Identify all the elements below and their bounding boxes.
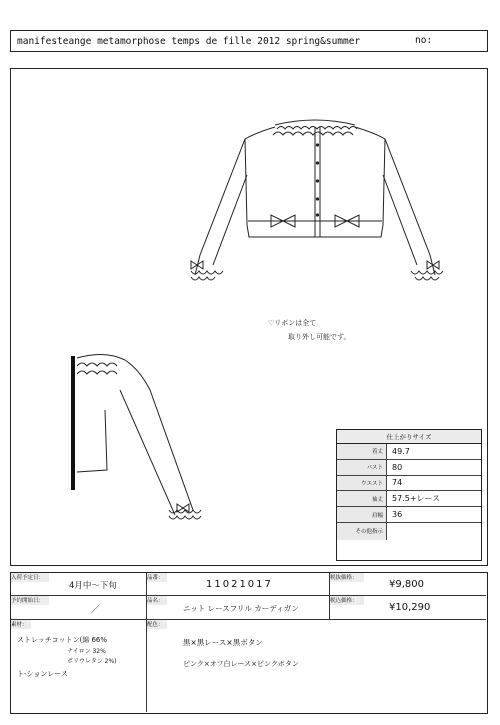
size-label: ウエスト <box>337 476 387 491</box>
color-line-2: ピンク×オフ白レース×ピンクボタン <box>183 660 299 668</box>
name-value: ニット レースフリル カーディガン <box>183 604 299 613</box>
collection-header <box>10 30 488 52</box>
reservation-value: ／ <box>91 605 101 615</box>
size-value: 57.5+レース <box>392 494 441 504</box>
item-no-label: 品番： <box>147 573 167 582</box>
ribbon-note-line1: ♡リボンは全て <box>268 319 317 327</box>
arrival-label: 入荷予定日： <box>11 573 49 582</box>
size-row <box>337 491 481 507</box>
material-label: 素材： <box>11 620 31 629</box>
tax-price-value: ¥10,290 <box>389 602 431 613</box>
size-row <box>337 523 481 540</box>
size-label: 肩幅 <box>337 507 387 522</box>
collection-title: manifesteange metamorphose temps de fille 2012 spring&summer <box>17 35 361 47</box>
size-label: 着丈 <box>337 444 387 459</box>
arrival-value: 4月中〜下旬 <box>69 581 117 591</box>
size-table-title: 仕上がりサイズ <box>337 430 481 444</box>
size-row <box>337 476 481 492</box>
size-row <box>337 507 481 523</box>
size-label: 袖丈 <box>337 491 387 506</box>
material-line-2: ナイロン 32% <box>67 648 106 655</box>
size-label: バスト <box>337 460 387 475</box>
material-line-1: ストレッチコットン(綿 66% <box>17 636 108 644</box>
cardigan-front-sketch <box>175 115 455 295</box>
cardigan-side-sketch <box>65 350 215 540</box>
size-row <box>337 460 481 476</box>
size-value: 36 <box>392 510 403 520</box>
tax-price-label: 税込価格： <box>330 596 364 605</box>
item-no-value: 11021017 <box>206 579 273 590</box>
number-label: no: <box>415 35 433 46</box>
size-value <box>387 523 481 540</box>
name-label: 品名： <box>147 596 167 605</box>
material-line-3: ポリウレタン 2%) <box>67 658 117 665</box>
price-label: 税抜価格： <box>330 573 364 582</box>
color-label: 配色： <box>147 620 167 629</box>
price-value: ¥9,800 <box>389 579 424 590</box>
size-value: 74 <box>392 478 403 488</box>
size-value: 49.7 <box>392 446 410 456</box>
size-value: 80 <box>392 462 403 472</box>
size-label: その他指示 <box>337 523 387 540</box>
material-line-4: ト-ションレース <box>17 670 68 678</box>
order-sheet <box>10 572 488 714</box>
color-line-1: 黒×黒レース×黒ボタン <box>183 638 263 647</box>
ribbon-note-line2: 取り外し可能です。 <box>288 333 351 341</box>
reservation-label: 予約開始日： <box>11 596 49 605</box>
finished-size-table <box>336 429 482 561</box>
size-row <box>337 444 481 460</box>
